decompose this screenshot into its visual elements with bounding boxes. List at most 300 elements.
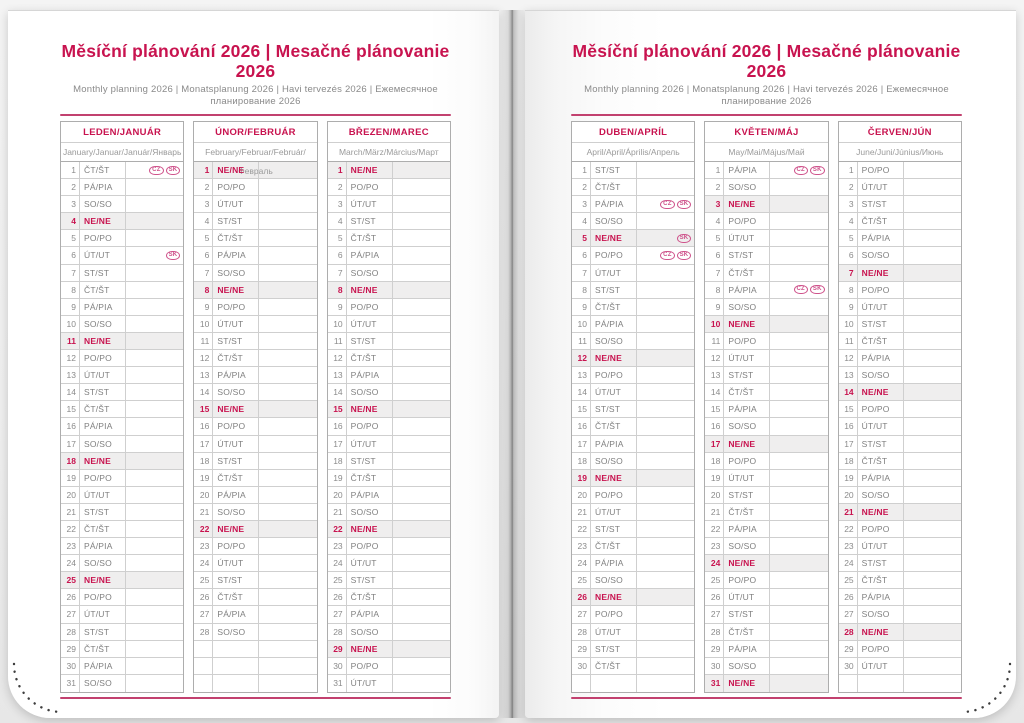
day-row [572, 538, 694, 555]
day-row [328, 418, 450, 435]
day-number: 6 [839, 247, 858, 263]
day-notes-cell [770, 555, 827, 571]
day-name: NE/NE [347, 521, 393, 537]
day-number: 18 [194, 453, 213, 469]
day-number: 21 [194, 504, 213, 520]
day-name: PÁ/PIA [591, 436, 637, 452]
day-number [572, 675, 591, 692]
day-row [572, 247, 694, 264]
day-number: 14 [572, 384, 591, 400]
day-number: 28 [839, 624, 858, 640]
day-row [839, 179, 961, 196]
day-row [194, 282, 316, 299]
month-table [193, 121, 317, 693]
day-row [328, 316, 450, 333]
day-name: NE/NE [213, 282, 259, 298]
day-row [839, 367, 961, 384]
day-row [839, 572, 961, 589]
day-number: 24 [572, 555, 591, 571]
day-number: 22 [839, 521, 858, 537]
day-row [194, 504, 316, 521]
day-number: 24 [61, 555, 80, 571]
day-row [572, 572, 694, 589]
day-row [328, 196, 450, 213]
day-notes-cell [770, 589, 827, 605]
day-name: NE/NE [591, 350, 637, 366]
day-name: ST/ST [591, 401, 637, 417]
day-row [61, 470, 183, 487]
day-name: ÚT/UT [80, 487, 126, 503]
day-number: 10 [61, 316, 80, 332]
day-notes-cell [904, 555, 961, 571]
day-name: ÚT/UT [80, 606, 126, 622]
day-row [839, 658, 961, 675]
day-notes-cell [637, 401, 694, 417]
day-row [839, 418, 961, 435]
day-number: 1 [328, 162, 347, 178]
day-number: 13 [61, 367, 80, 383]
day-notes-cell [770, 658, 827, 674]
day-notes-cell [393, 606, 450, 622]
day-name: PO/PO [213, 538, 259, 554]
day-row [705, 384, 827, 401]
day-number: 25 [61, 572, 80, 588]
day-notes-cell [904, 487, 961, 503]
day-name: ČT/ŠT [858, 453, 904, 469]
day-number: 1 [61, 162, 80, 178]
day-name: ČT/ŠT [591, 658, 637, 674]
day-notes-cell [126, 401, 183, 417]
day-row [705, 504, 827, 521]
day-name: ÚT/UT [858, 299, 904, 315]
day-name: ÚT/UT [724, 589, 770, 605]
day-name: NE/NE [591, 589, 637, 605]
day-notes-cell [393, 418, 450, 434]
day-notes-cell [126, 641, 183, 657]
day-row [61, 606, 183, 623]
day-name: PO/PO [724, 213, 770, 229]
day-row [328, 504, 450, 521]
day-notes-cell [126, 230, 183, 246]
day-name: NE/NE [858, 504, 904, 520]
day-row [328, 436, 450, 453]
day-row [328, 350, 450, 367]
day-notes-cell [259, 299, 316, 315]
day-row [839, 641, 961, 658]
day-notes-cell [126, 418, 183, 434]
day-row [328, 487, 450, 504]
day-number: 9 [705, 299, 724, 315]
day-row [194, 589, 316, 606]
day-number: 9 [328, 299, 347, 315]
day-number [839, 675, 858, 692]
day-notes-cell [904, 538, 961, 554]
day-name: ČT/ŠT [858, 572, 904, 588]
day-number: 20 [705, 487, 724, 503]
day-row [839, 589, 961, 606]
day-row [572, 282, 694, 299]
day-notes-cell [259, 418, 316, 434]
day-number: 20 [328, 487, 347, 503]
day-number: 27 [61, 606, 80, 622]
day-name: ÚT/UT [724, 230, 770, 246]
day-notes-cell [126, 367, 183, 383]
day-number: 7 [572, 265, 591, 281]
day-number: 15 [328, 401, 347, 417]
day-notes-cell [904, 572, 961, 588]
day-row [705, 470, 827, 487]
day-name: ÚT/UT [347, 196, 393, 212]
day-notes-cell [259, 179, 316, 195]
day-notes-cell [637, 247, 694, 263]
day-notes-cell [637, 453, 694, 469]
day-name: ST/ST [591, 162, 637, 178]
day-name: PO/PO [858, 401, 904, 417]
day-number: 29 [572, 641, 591, 657]
day-notes-cell [259, 401, 316, 417]
day-number [194, 641, 213, 657]
day-number: 21 [705, 504, 724, 520]
day-name: PO/PO [347, 418, 393, 434]
day-name: NE/NE [858, 384, 904, 400]
day-number: 15 [194, 401, 213, 417]
day-notes-cell [637, 384, 694, 400]
day-number: 15 [705, 401, 724, 417]
day-row [572, 504, 694, 521]
day-number: 23 [839, 538, 858, 554]
day-name: PÁ/PIA [80, 418, 126, 434]
day-name: ST/ST [80, 504, 126, 520]
day-name: PÁ/PIA [724, 282, 770, 298]
holiday-badge-cz: CZ [660, 251, 674, 260]
day-row [572, 487, 694, 504]
day-row [61, 350, 183, 367]
day-notes-cell [637, 282, 694, 298]
day-row [839, 675, 961, 692]
day-row [194, 401, 316, 418]
day-row [839, 606, 961, 623]
day-notes-cell [393, 675, 450, 692]
day-number: 9 [572, 299, 591, 315]
day-notes-cell [393, 658, 450, 674]
day-name: PÁ/PIA [213, 606, 259, 622]
day-number: 1 [194, 162, 213, 178]
day-row [194, 162, 316, 179]
day-name: SO/SO [591, 333, 637, 349]
day-notes-cell [126, 606, 183, 622]
day-row [328, 333, 450, 350]
day-notes-cell [637, 470, 694, 486]
day-name: ÚT/UT [591, 384, 637, 400]
day-notes-cell [770, 213, 827, 229]
day-notes-cell [637, 658, 694, 674]
day-name: ČT/ŠT [80, 162, 126, 178]
day-notes-cell [126, 572, 183, 588]
day-name: ČT/ŠT [724, 384, 770, 400]
day-name: ST/ST [591, 282, 637, 298]
day-number: 18 [705, 453, 724, 469]
day-notes-cell [904, 282, 961, 298]
day-row [705, 555, 827, 572]
day-row [194, 418, 316, 435]
day-name: NE/NE [213, 401, 259, 417]
day-row [839, 333, 961, 350]
day-number: 18 [572, 453, 591, 469]
day-number: 25 [572, 572, 591, 588]
day-name: SO/SO [724, 538, 770, 554]
day-number: 3 [61, 196, 80, 212]
day-name: PO/PO [80, 470, 126, 486]
day-notes-cell [259, 538, 316, 554]
day-row [572, 179, 694, 196]
day-name: ST/ST [858, 196, 904, 212]
day-number: 11 [705, 333, 724, 349]
day-number: 22 [572, 521, 591, 537]
day-row [572, 675, 694, 692]
day-notes-cell [259, 453, 316, 469]
day-notes-cell [637, 487, 694, 503]
day-notes-cell [259, 555, 316, 571]
day-row [194, 213, 316, 230]
day-notes-cell [770, 453, 827, 469]
day-row [572, 521, 694, 538]
day-notes-cell [126, 333, 183, 349]
day-name: ÚT/UT [347, 436, 393, 452]
day-name: NE/NE [858, 624, 904, 640]
day-number: 12 [328, 350, 347, 366]
day-number: 16 [705, 418, 724, 434]
day-notes-cell [904, 521, 961, 537]
day-name: ST/ST [591, 521, 637, 537]
day-number: 21 [61, 504, 80, 520]
day-name: ČT/ŠT [591, 299, 637, 315]
day-notes-cell [770, 384, 827, 400]
day-notes-cell [259, 196, 316, 212]
day-row [61, 230, 183, 247]
day-number: 15 [572, 401, 591, 417]
day-notes-cell [393, 213, 450, 229]
day-number: 18 [61, 453, 80, 469]
day-row [572, 641, 694, 658]
day-number: 30 [839, 658, 858, 674]
day-notes-cell [259, 367, 316, 383]
day-notes-cell [126, 282, 183, 298]
day-number: 9 [61, 299, 80, 315]
day-row [61, 367, 183, 384]
day-row [194, 436, 316, 453]
bottom-rule [60, 697, 451, 699]
day-number: 8 [61, 282, 80, 298]
day-notes-cell [259, 350, 316, 366]
day-row [61, 401, 183, 418]
day-row [705, 196, 827, 213]
day-row [61, 196, 183, 213]
day-number: 13 [572, 367, 591, 383]
day-row [328, 401, 450, 418]
day-notes-cell [904, 436, 961, 452]
day-row [572, 453, 694, 470]
day-name: ÚT/UT [213, 436, 259, 452]
day-notes-cell [904, 384, 961, 400]
day-name: PÁ/PIA [213, 487, 259, 503]
day-row [839, 504, 961, 521]
day-notes-cell [770, 624, 827, 640]
day-notes-cell [637, 572, 694, 588]
day-name: SO/SO [347, 265, 393, 281]
day-notes-cell [126, 487, 183, 503]
day-notes-cell [637, 162, 694, 178]
day-notes-cell [904, 453, 961, 469]
day-notes-cell [770, 487, 827, 503]
day-row [705, 606, 827, 623]
day-notes-cell [770, 265, 827, 281]
day-notes-cell [904, 316, 961, 332]
month-title: BŘEZEN/MAREC [328, 122, 450, 143]
day-name: ST/ST [213, 572, 259, 588]
day-name: PÁ/PIA [724, 401, 770, 417]
day-row [328, 624, 450, 641]
day-number: 4 [61, 213, 80, 229]
day-notes-cell [126, 555, 183, 571]
day-notes-cell [393, 401, 450, 417]
day-row [839, 538, 961, 555]
day-number: 7 [328, 265, 347, 281]
day-row [705, 350, 827, 367]
day-notes-cell [770, 436, 827, 452]
day-number: 12 [194, 350, 213, 366]
day-notes-cell [637, 213, 694, 229]
day-notes-cell [904, 367, 961, 383]
day-notes-cell [393, 521, 450, 537]
day-notes-cell [637, 641, 694, 657]
day-notes-cell [393, 555, 450, 571]
day-row [572, 589, 694, 606]
day-name: ČT/ŠT [724, 624, 770, 640]
day-number: 8 [194, 282, 213, 298]
day-number: 30 [61, 658, 80, 674]
day-notes-cell [904, 230, 961, 246]
day-notes-cell [259, 675, 316, 692]
day-name: NE/NE [213, 521, 259, 537]
day-number: 8 [705, 282, 724, 298]
day-number: 22 [194, 521, 213, 537]
day-name: ČT/ŠT [213, 350, 259, 366]
day-number: 30 [705, 658, 724, 674]
day-name: SO/SO [347, 504, 393, 520]
day-number: 3 [839, 196, 858, 212]
day-notes-cell [393, 384, 450, 400]
day-name: NE/NE [724, 196, 770, 212]
day-name: PÁ/PIA [213, 367, 259, 383]
day-notes-cell [770, 538, 827, 554]
day-row [194, 641, 316, 658]
day-name: SO/SO [858, 487, 904, 503]
day-row [328, 538, 450, 555]
day-name: ÚT/UT [80, 247, 126, 263]
day-name: ST/ST [858, 436, 904, 452]
day-number: 3 [572, 196, 591, 212]
day-row [328, 658, 450, 675]
day-number: 10 [839, 316, 858, 332]
day-notes-cell [126, 247, 183, 263]
day-row [705, 316, 827, 333]
day-name: ÚT/UT [213, 316, 259, 332]
day-notes-cell [393, 179, 450, 195]
day-notes-cell [904, 196, 961, 212]
day-number: 30 [572, 658, 591, 674]
day-name: SO/SO [80, 555, 126, 571]
day-name: ÚT/UT [591, 265, 637, 281]
month-table [60, 121, 184, 693]
day-row [572, 624, 694, 641]
day-row [705, 436, 827, 453]
day-number: 16 [61, 418, 80, 434]
day-row [328, 470, 450, 487]
day-number: 26 [705, 589, 724, 605]
day-name: PÁ/PIA [724, 521, 770, 537]
day-number: 14 [705, 384, 724, 400]
day-name: SO/SO [591, 213, 637, 229]
day-name: PO/PO [858, 162, 904, 178]
day-name: ST/ST [80, 624, 126, 640]
day-number: 5 [705, 230, 724, 246]
day-notes-cell [126, 196, 183, 212]
day-notes-cell [770, 282, 827, 298]
holiday-badge-cz: CZ [660, 200, 674, 209]
day-name: ÚT/UT [347, 675, 393, 692]
day-notes-cell [393, 333, 450, 349]
day-name: SO/SO [724, 299, 770, 315]
day-number: 19 [705, 470, 724, 486]
day-name: PÁ/PIA [724, 641, 770, 657]
day-row [572, 606, 694, 623]
day-name: ST/ST [213, 453, 259, 469]
day-number: 12 [572, 350, 591, 366]
holiday-badge-cz: CZ [149, 166, 163, 175]
day-row [705, 282, 827, 299]
day-number: 20 [572, 487, 591, 503]
day-number: 20 [61, 487, 80, 503]
day-row [328, 282, 450, 299]
day-name: NE/NE [724, 555, 770, 571]
day-name: PO/PO [858, 641, 904, 657]
day-number: 14 [61, 384, 80, 400]
day-number: 31 [61, 675, 80, 692]
month-subtitle: January/Januar/Január/Январь [61, 143, 183, 162]
day-notes-cell [259, 162, 316, 178]
day-number: 27 [194, 606, 213, 622]
day-number: 31 [705, 675, 724, 692]
day-row [61, 247, 183, 264]
day-name: PO/PO [724, 453, 770, 469]
day-notes-cell [637, 606, 694, 622]
day-number: 9 [839, 299, 858, 315]
day-name: NE/NE [80, 213, 126, 229]
day-name: ST/ST [80, 265, 126, 281]
day-name: ČT/ŠT [213, 230, 259, 246]
day-notes-cell [259, 470, 316, 486]
day-row [194, 384, 316, 401]
day-name: ST/ST [347, 213, 393, 229]
day-number: 8 [328, 282, 347, 298]
holiday-badge-sk: SK [166, 251, 181, 260]
day-row [572, 555, 694, 572]
day-name: PO/PO [213, 418, 259, 434]
day-row [194, 299, 316, 316]
day-name: PO/PO [858, 521, 904, 537]
day-row [61, 675, 183, 692]
day-row [572, 350, 694, 367]
